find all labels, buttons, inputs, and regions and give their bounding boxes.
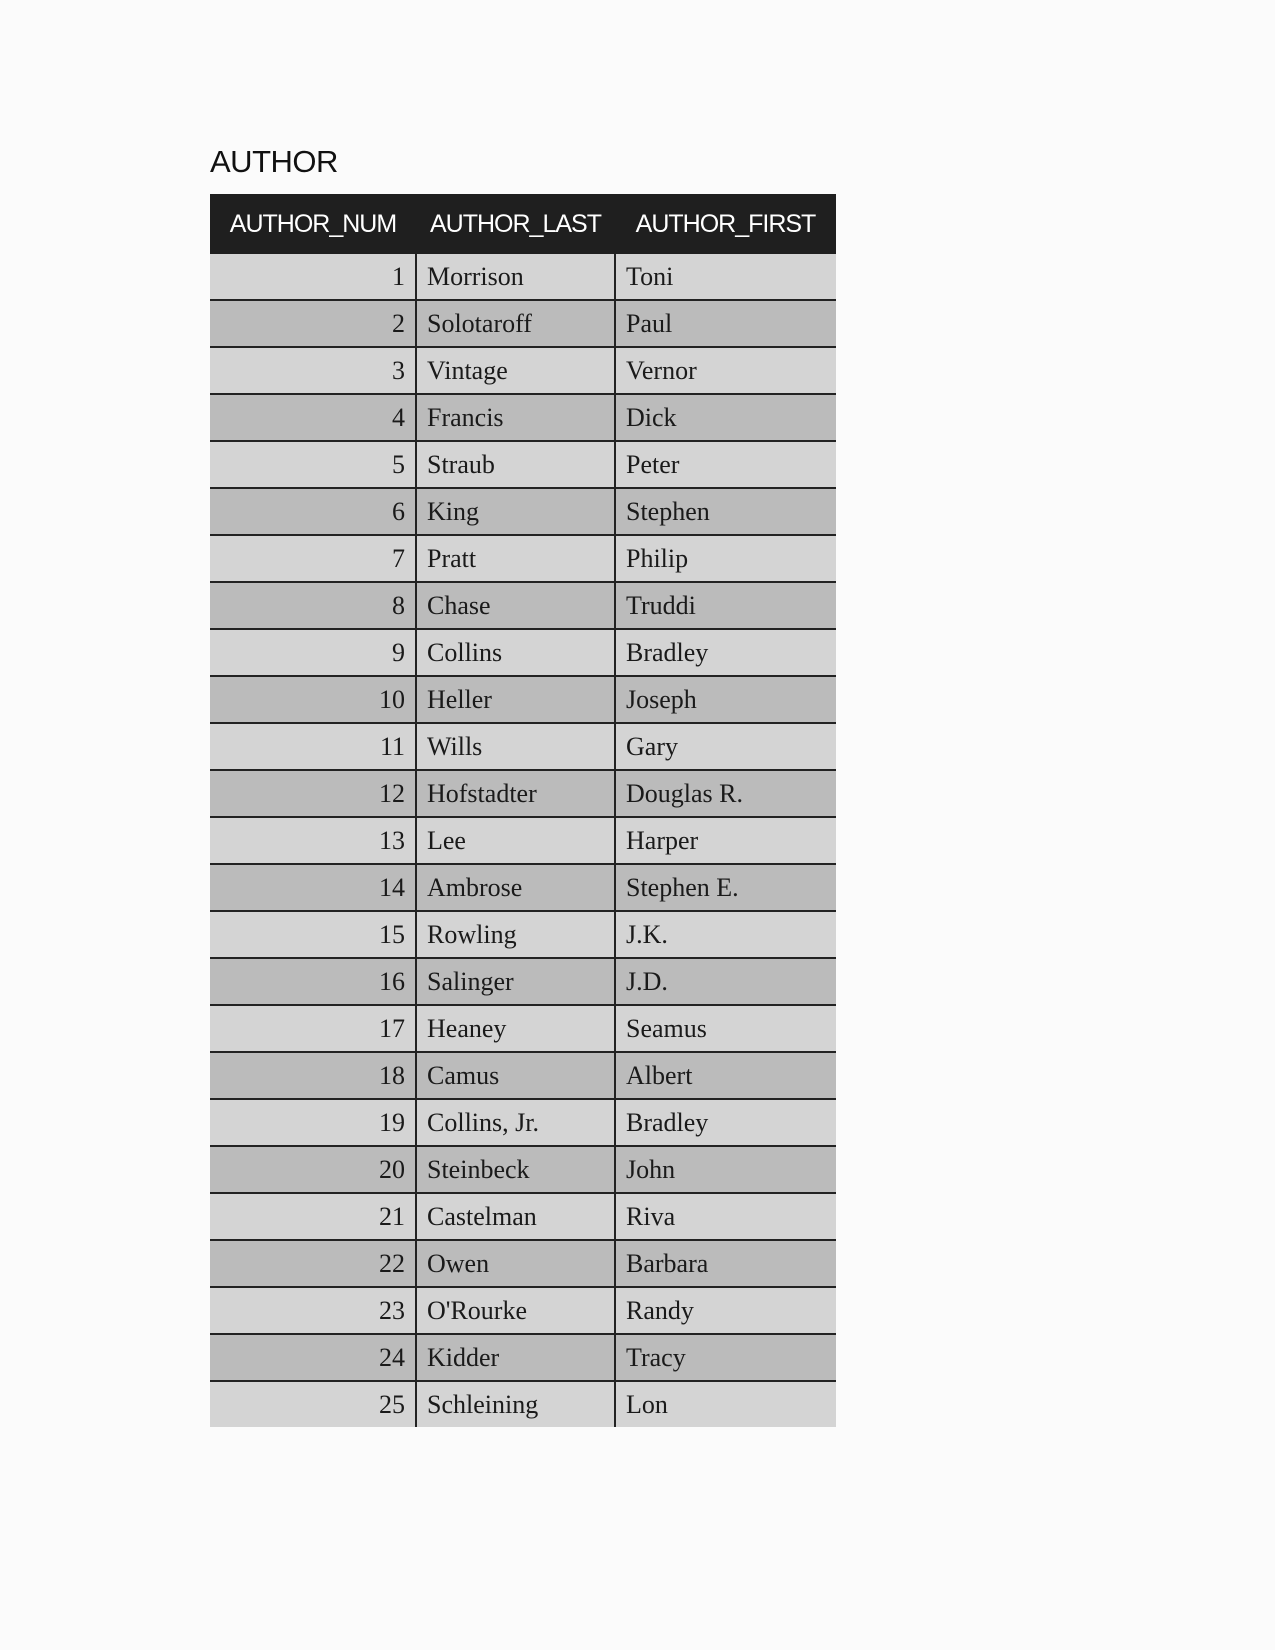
author-first-cell: Douglas R. <box>615 770 836 817</box>
author-first-cell: Barbara <box>615 1240 836 1287</box>
author-last-cell: Heller <box>416 676 615 723</box>
author-first-cell: Bradley <box>615 629 836 676</box>
author-last-cell: O'Rourke <box>416 1287 615 1334</box>
author-last-cell: Castelman <box>416 1193 615 1240</box>
author-num-cell: 24 <box>210 1334 416 1381</box>
author-first-cell: Randy <box>615 1287 836 1334</box>
table-row <box>210 582 836 629</box>
author-num-cell: 12 <box>210 770 416 817</box>
author-first-cell: John <box>615 1146 836 1193</box>
author-num-cell: 15 <box>210 911 416 958</box>
table-row <box>210 1287 836 1334</box>
author-num-cell: 17 <box>210 1005 416 1052</box>
author-first-cell: Vernor <box>615 347 836 394</box>
author-first-cell: Riva <box>615 1193 836 1240</box>
author-num-cell: 20 <box>210 1146 416 1193</box>
author-first-cell: J.D. <box>615 958 836 1005</box>
author-last-cell: King <box>416 488 615 535</box>
author-first-cell: Bradley <box>615 1099 836 1146</box>
author-first-cell: Philip <box>615 535 836 582</box>
author-last-cell: Vintage <box>416 347 615 394</box>
author-last-cell: Kidder <box>416 1334 615 1381</box>
table-row <box>210 864 836 911</box>
table-row <box>210 723 836 770</box>
author-last-cell: Heaney <box>416 1005 615 1052</box>
author-last-cell: Straub <box>416 441 615 488</box>
author-last-cell: Chase <box>416 582 615 629</box>
author-last-cell: Schleining <box>416 1381 615 1427</box>
author-num-cell: 11 <box>210 723 416 770</box>
table-row <box>210 911 836 958</box>
table-header <box>210 194 836 254</box>
author-first-cell: Joseph <box>615 676 836 723</box>
author-last-cell: Wills <box>416 723 615 770</box>
author-table-section <box>210 142 836 1427</box>
author-num-cell: 7 <box>210 535 416 582</box>
table-row <box>210 1052 836 1099</box>
author-num-cell: 22 <box>210 1240 416 1287</box>
author-last-cell: Collins <box>416 629 615 676</box>
author-first-cell: Stephen E. <box>615 864 836 911</box>
author-num-cell: 14 <box>210 864 416 911</box>
header-author-last: AUTHOR_LAST <box>416 194 615 254</box>
author-num-cell: 19 <box>210 1099 416 1146</box>
table-row <box>210 770 836 817</box>
author-last-cell: Steinbeck <box>416 1146 615 1193</box>
author-last-cell: Camus <box>416 1052 615 1099</box>
table-row <box>210 441 836 488</box>
header-row <box>210 194 836 254</box>
author-last-cell: Salinger <box>416 958 615 1005</box>
header-author-num: AUTHOR_NUM <box>210 194 416 254</box>
author-num-cell: 4 <box>210 394 416 441</box>
author-last-cell: Morrison <box>416 254 615 300</box>
table-body <box>210 254 836 1427</box>
author-last-cell: Rowling <box>416 911 615 958</box>
author-last-cell: Owen <box>416 1240 615 1287</box>
table-row <box>210 347 836 394</box>
author-first-cell: Truddi <box>615 582 836 629</box>
author-last-cell: Ambrose <box>416 864 615 911</box>
author-first-cell: Peter <box>615 441 836 488</box>
author-first-cell: Lon <box>615 1381 836 1427</box>
author-first-cell: Albert <box>615 1052 836 1099</box>
table-row <box>210 254 836 300</box>
author-num-cell: 13 <box>210 817 416 864</box>
author-first-cell: Tracy <box>615 1334 836 1381</box>
author-last-cell: Hofstadter <box>416 770 615 817</box>
author-num-cell: 16 <box>210 958 416 1005</box>
table-row <box>210 1005 836 1052</box>
author-first-cell: Toni <box>615 254 836 300</box>
author-num-cell: 2 <box>210 300 416 347</box>
author-first-cell: Seamus <box>615 1005 836 1052</box>
table-row <box>210 1193 836 1240</box>
author-last-cell: Lee <box>416 817 615 864</box>
author-first-cell: Gary <box>615 723 836 770</box>
author-first-cell: J.K. <box>615 911 836 958</box>
author-num-cell: 9 <box>210 629 416 676</box>
table-row <box>210 629 836 676</box>
author-num-cell: 18 <box>210 1052 416 1099</box>
table-row <box>210 817 836 864</box>
header-author-first: AUTHOR_FIRST <box>615 194 836 254</box>
table-row <box>210 535 836 582</box>
author-last-cell: Francis <box>416 394 615 441</box>
author-num-cell: 6 <box>210 488 416 535</box>
table-row <box>210 1381 836 1427</box>
author-last-cell: Solotaroff <box>416 300 615 347</box>
author-num-cell: 3 <box>210 347 416 394</box>
table-row <box>210 1240 836 1287</box>
table-row <box>210 676 836 723</box>
table-row <box>210 488 836 535</box>
author-first-cell: Dick <box>615 394 836 441</box>
author-num-cell: 10 <box>210 676 416 723</box>
author-last-cell: Pratt <box>416 535 615 582</box>
table-row <box>210 1146 836 1193</box>
table-title: AUTHOR <box>210 144 338 179</box>
author-num-cell: 25 <box>210 1381 416 1427</box>
table-row <box>210 1334 836 1381</box>
author-num-cell: 23 <box>210 1287 416 1334</box>
author-num-cell: 8 <box>210 582 416 629</box>
author-first-cell: Paul <box>615 300 836 347</box>
table-row <box>210 394 836 441</box>
author-table <box>210 194 836 1427</box>
author-num-cell: 5 <box>210 441 416 488</box>
author-first-cell: Harper <box>615 817 836 864</box>
table-row <box>210 300 836 347</box>
author-first-cell: Stephen <box>615 488 836 535</box>
table-row <box>210 1099 836 1146</box>
table-row <box>210 958 836 1005</box>
author-last-cell: Collins, Jr. <box>416 1099 615 1146</box>
author-num-cell: 21 <box>210 1193 416 1240</box>
author-num-cell: 1 <box>210 254 416 300</box>
